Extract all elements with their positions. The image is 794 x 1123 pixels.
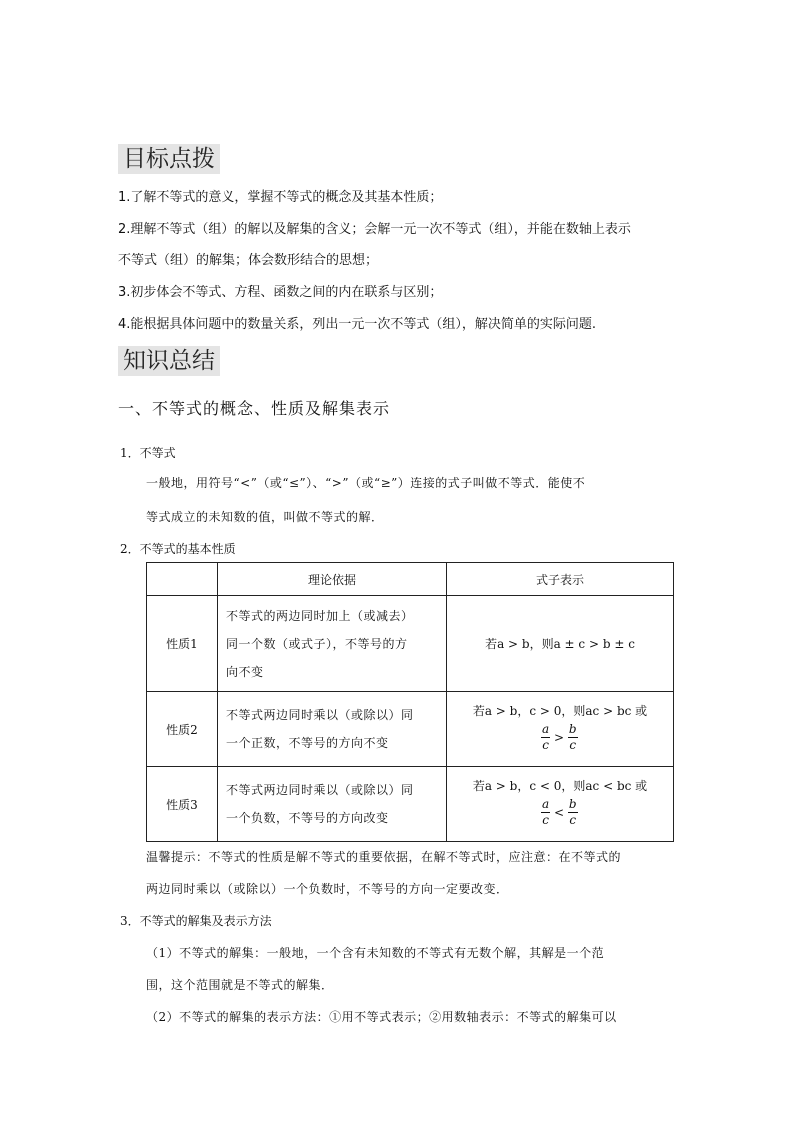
property-expression — [447, 767, 674, 842]
basis-line: 一个正数，不等号的方向不变 — [226, 736, 389, 750]
basis-line: 向不变 — [226, 664, 264, 679]
relation-sign: > — [553, 730, 565, 745]
goal-1: 1.了解不等式的意义，掌握不等式的概念及其基本性质； — [118, 190, 443, 205]
item-3-p1-line1: （1）不等式的解集：一般地，一个含有未知数的不等式有无数个解，其解是一个范 — [146, 946, 605, 960]
section-title-summary: 知识总结 — [118, 346, 220, 376]
property-basis — [218, 692, 447, 767]
property-basis — [218, 596, 447, 692]
property-name: 性质2 — [147, 692, 218, 767]
item-3-p1-line2: 围，这个范围就是不等式的解集． — [146, 978, 334, 992]
section-title-goals: 目标点拨 — [118, 144, 220, 174]
expression-text: 若a > b，则a ± c > b ± c — [485, 637, 635, 651]
table-header-expression: 式子表示 — [447, 563, 674, 596]
tip-line2: 两边同时乘以（或除以）一个负数时，不等号的方向一定要改变． — [146, 882, 509, 896]
table-row-property3 — [147, 767, 674, 842]
tip-line1: 温馨提示：不等式的性质是解不等式的重要依据，在解不等式时，应注意：在不等式的 — [146, 850, 622, 864]
property-name: 性质3 — [147, 767, 218, 842]
basis-line: 不等式的两边同时加上（或减去） — [226, 608, 414, 623]
relation-sign: < — [553, 805, 565, 820]
fraction-expression — [447, 797, 673, 833]
basis-line: 同一个数（或式子），不等号的方 — [226, 636, 408, 651]
heading-inequality-concepts: 一、不等式的概念、性质及解集表示 — [118, 399, 391, 418]
fraction-b-over-c: $\frac{b}{c}$ — [568, 797, 577, 827]
item-1-line2: 等式成立的未知数的值，叫做不等式的解． — [146, 510, 384, 524]
goal-3: 3.初步体会不等式、方程、函数之间的内在联系与区别； — [118, 285, 443, 300]
item-3-p2: （2）不等式的解集的表示方法：①用不等式表示；②用数轴表示：不等式的解集可以 — [146, 1010, 617, 1024]
fraction-b-over-c: $\frac{b}{c}$ — [568, 722, 577, 752]
basis-line: 一个负数，不等号的方向改变 — [226, 811, 389, 825]
property-expression — [447, 596, 674, 692]
item-2-title: 2．不等式的基本性质 — [120, 542, 236, 556]
item-1-line1: 一般地，用符号“<”（或“≤”）、“>”（或“≥”）连接的式子叫做不等式．能使不 — [146, 476, 586, 490]
property-expression — [447, 692, 674, 767]
properties-table — [146, 562, 674, 842]
goal-2-line1: 2.理解不等式（组）的解以及解集的含义；会解一元一次不等式（组），并能在数轴上表示 — [118, 222, 631, 237]
property-basis — [218, 767, 447, 842]
table-header-basis: 理论依据 — [218, 563, 447, 596]
property-name: 性质1 — [147, 596, 218, 692]
table-row-property1 — [147, 596, 674, 692]
fraction-expression — [447, 722, 673, 758]
basis-line: 不等式两边同时乘以（或除以）同 — [226, 783, 414, 797]
fraction-a-over-c: $\frac{a}{c}$ — [542, 722, 550, 752]
goal-4: 4.能根据具体问题中的数量关系，列出一元一次不等式（组），解决简单的实际问题. — [118, 317, 597, 332]
expression-text: 若a > b，c < 0，则ac < bc 或 — [472, 779, 648, 793]
item-3-title: 3．不等式的解集及表示方法 — [120, 914, 272, 928]
table-header-empty — [147, 563, 218, 596]
fraction-a-over-c: $\frac{a}{c}$ — [542, 797, 550, 827]
expression-text: 若a > b，c > 0，则ac > bc 或 — [472, 704, 648, 718]
item-1-title: 1．不等式 — [120, 446, 176, 460]
table-row-property2 — [147, 692, 674, 767]
goal-2-line2: 不等式（组）的解集；体会数形结合的思想； — [118, 253, 379, 268]
basis-line: 不等式两边同时乘以（或除以）同 — [226, 708, 414, 722]
table-header-row — [147, 563, 674, 596]
